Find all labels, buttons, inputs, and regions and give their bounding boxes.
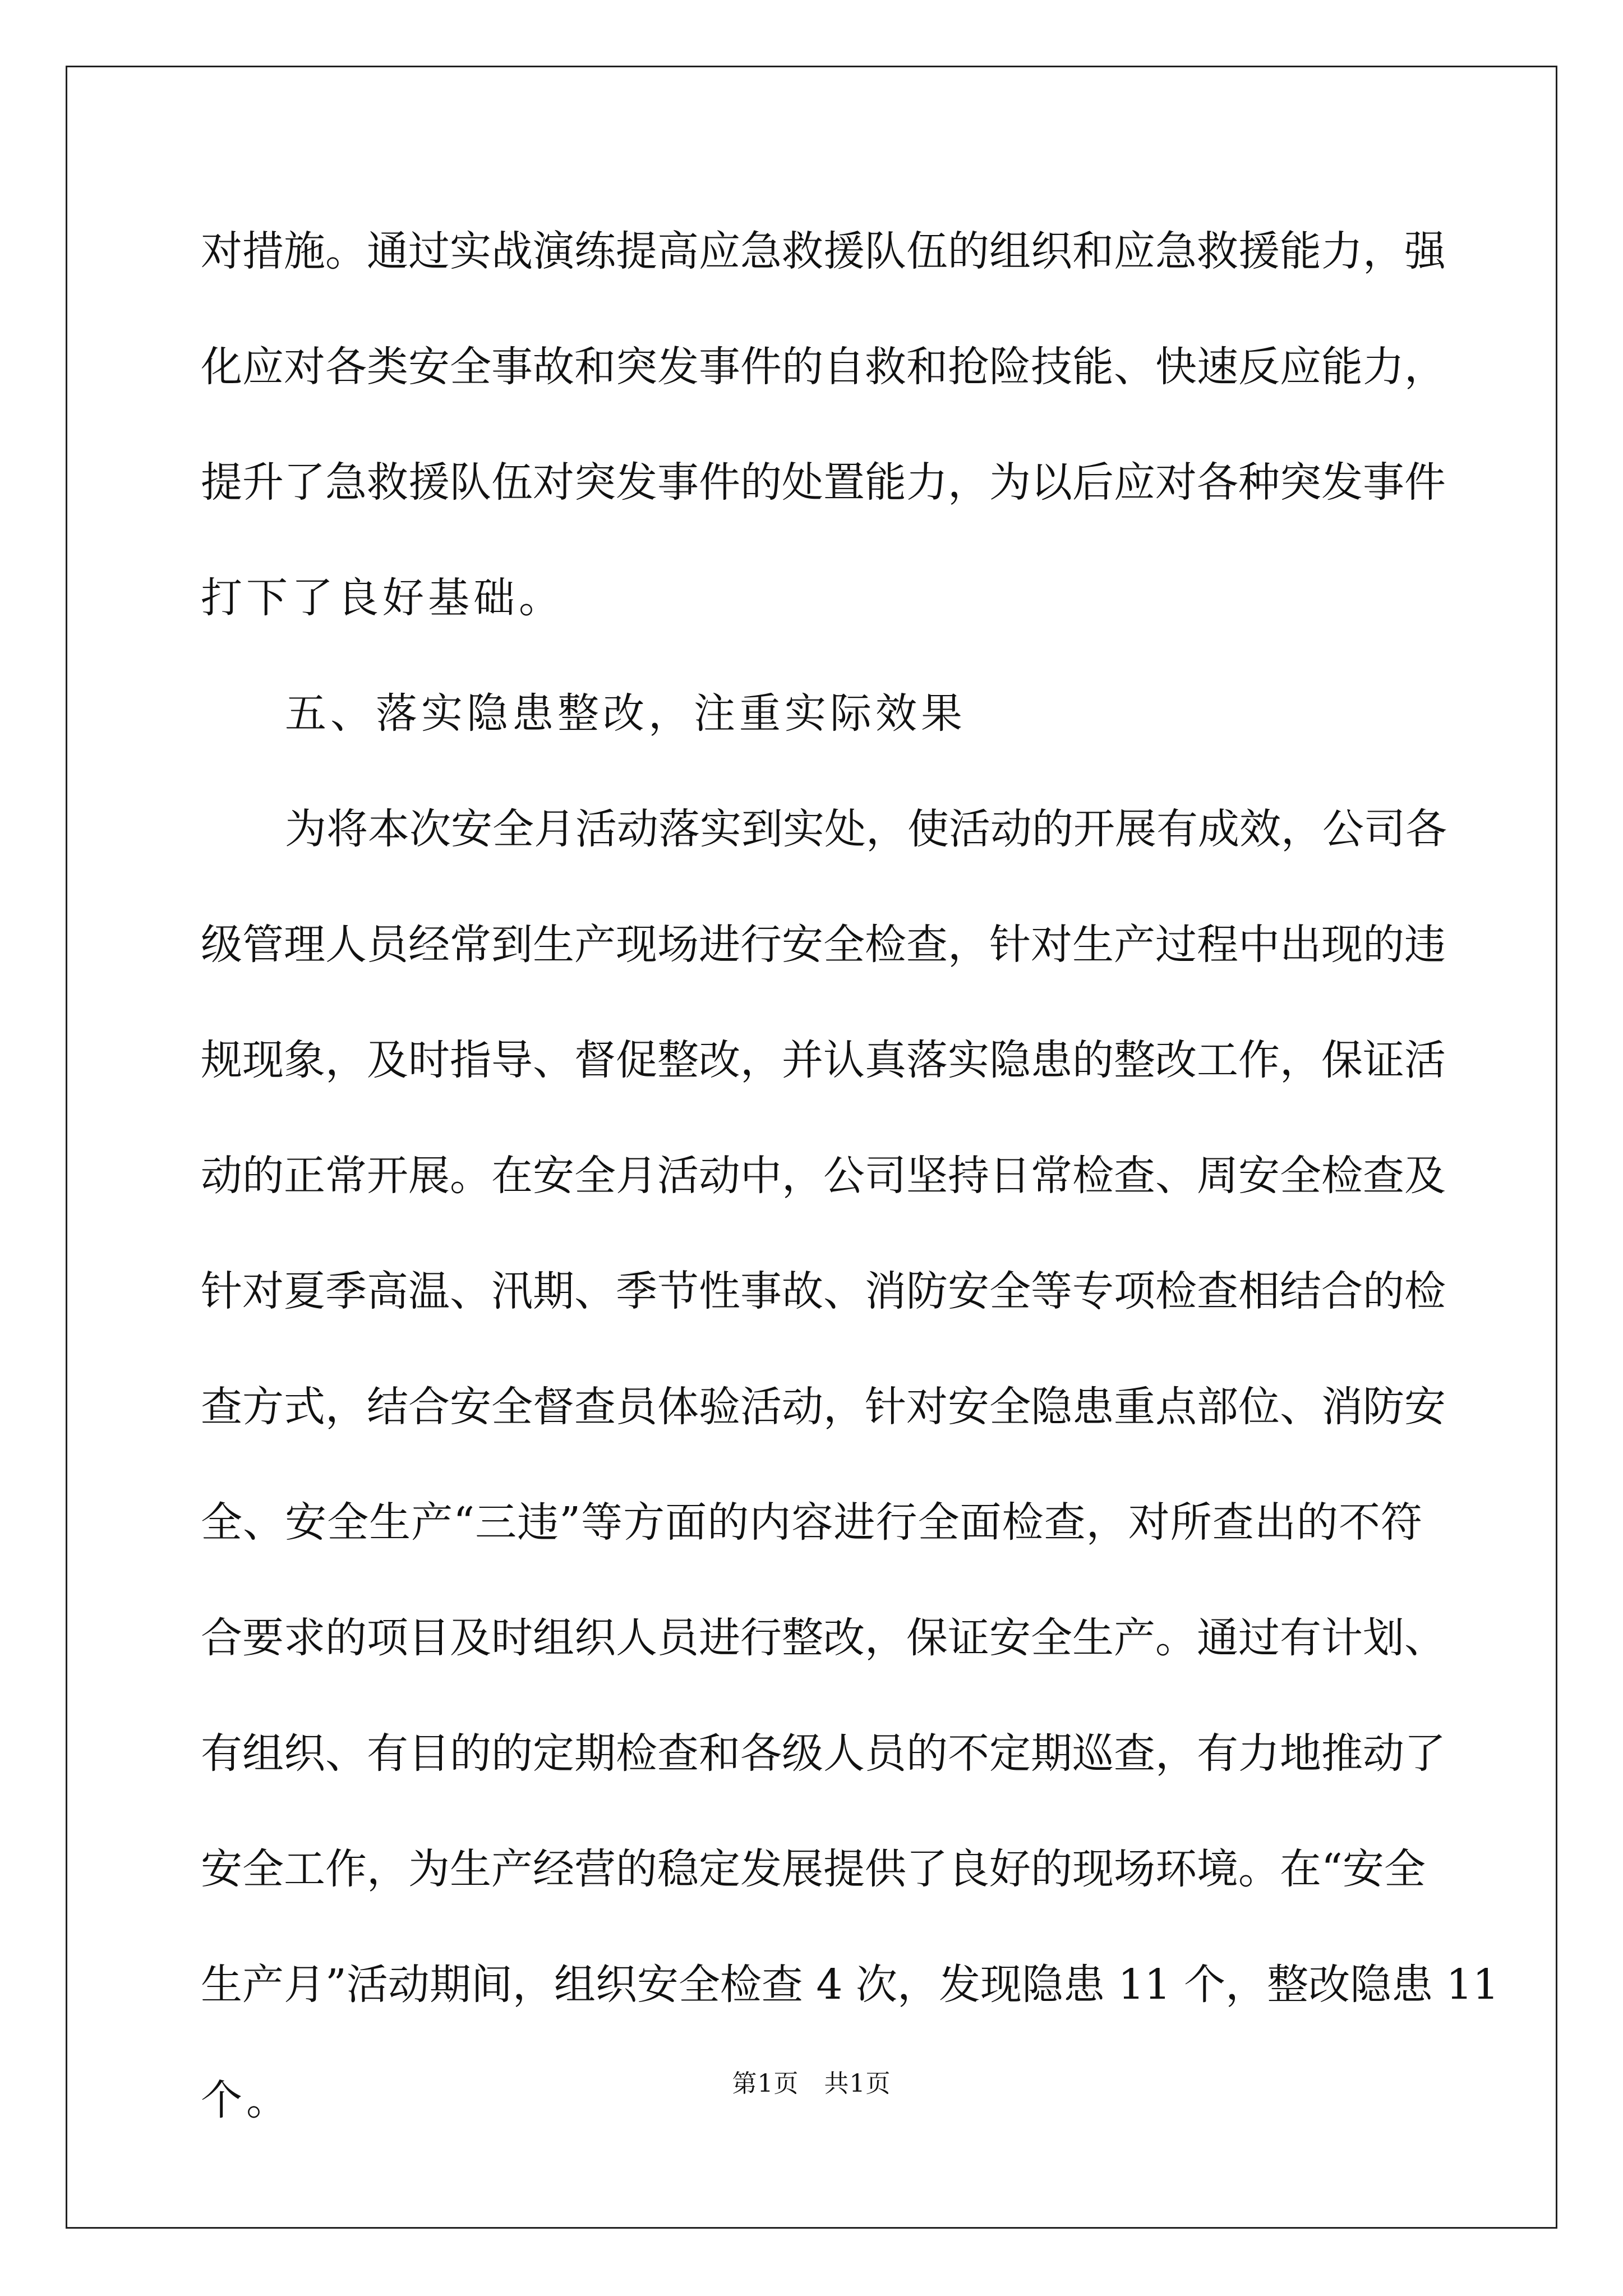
- paragraph-line: 提升了急救援队伍对突发事件的处置能力，为以后应对各种突发事件: [201, 458, 1446, 507]
- paragraph-line: 打下了良好基础。: [201, 574, 564, 622]
- paragraph-line: 动的正常开展。在安全月活动中，公司坚持日常检查、周安全检查及: [201, 1152, 1446, 1200]
- paragraph-line: 规现象，及时指导、督促整改，并认真落实隐患的整改工作，保证活: [201, 1036, 1446, 1084]
- paragraph-line: 针对夏季高温、汛期、季节性事故、消防安全等专项检查相结合的检: [201, 1267, 1446, 1315]
- paragraph-line: 对措施。通过实战演练提高应急救援队伍的组织和应急救援能力，强: [201, 227, 1446, 275]
- paragraph-line: 化应对各类安全事故和突发事件的自救和抢险技能、快速反应能力，: [201, 343, 1446, 391]
- paragraph-line: 安全工作，为生产经营的稳定发展提供了良好的现场环境。在“安全: [201, 1845, 1426, 1893]
- paragraph-line: 查方式，结合安全督查员体验活动，针对安全隐患重点部位、消防安: [201, 1383, 1446, 1431]
- section-heading: 五、落实隐患整改，注重实际效果: [285, 689, 966, 738]
- paragraph-line: 个。: [201, 2076, 292, 2124]
- paragraph-line: 为将本次安全月活动落实到实处，使活动的开展有成效，公司各: [285, 805, 1447, 853]
- paragraph-line: 有组织、有目的的定期检查和各级人员的不定期巡查，有力地推动了: [201, 1729, 1446, 1778]
- paragraph-line: 全、安全生产“三违”等方面的内容进行全面检查，对所查出的不符: [201, 1498, 1422, 1547]
- page-number-footer: 第1页 共1页: [732, 2069, 891, 2098]
- paragraph-line: 级管理人员经常到生产现场进行安全检查，针对生产过程中出现的违: [201, 921, 1446, 969]
- paragraph-line: 合要求的项目及时组织人员进行整改，保证安全生产。通过有计划、: [201, 1614, 1446, 1662]
- paragraph-line: 生产月”活动期间，组织安全检查 4 次，发现隐患 11 个，整改隐患 11: [201, 1961, 1499, 2009]
